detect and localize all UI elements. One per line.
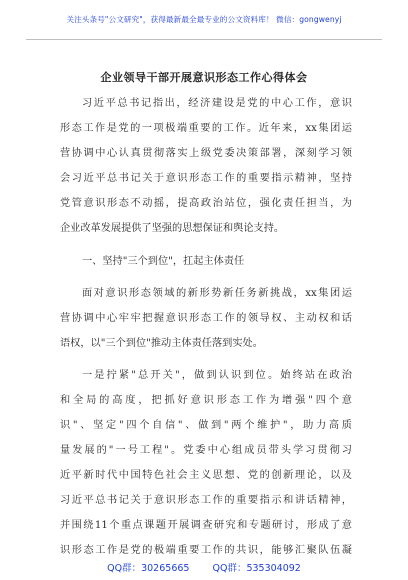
body-line: 识形态工作是党的极端重要工作的共识，能够汇聚队伍凝 xyxy=(60,545,352,556)
body-line: 会习近平总书记关于意识形态工作的重要指示精神，坚持 xyxy=(60,173,352,184)
body-line: 面对意识形态领域的新形势新任务新挑战，xx集团运 xyxy=(82,288,352,299)
document-title: 企业领导干部开展意识形态工作心得体会 xyxy=(100,71,308,84)
qq-group-1: QQ群：30265665 xyxy=(107,563,190,574)
page-footer xyxy=(0,560,408,574)
body-line: 习近平总书记关于意识形态工作的重要指示和讲话精神， xyxy=(60,495,352,506)
body-line: 近平新时代中国特色社会主义思想、党的创新理论，以及 xyxy=(60,470,352,481)
body-line: 党管意识形态不动摇，提高政治站位，强化责任担当，为 xyxy=(60,198,352,209)
body-line: 语权，以"三个到位"推动主体责任落到实处。 xyxy=(60,338,263,349)
section-heading: 一、坚持"三个到位"，扛起主体责任 xyxy=(82,256,245,267)
page-header: 关注头条号"公文研究"，获得最新最全最专业的公文资料库！ 微信：gongwenyj xyxy=(66,15,342,24)
body-line: 识"、坚定"四个自信"、做到"两个维护"，助力高质 xyxy=(60,420,352,431)
body-line: 并围绕11个重点课题开展调查研究和专题研讨，形成了意 xyxy=(60,520,352,531)
body-line: 和全局的高度，把抓好意识形态工作为增强"四个意 xyxy=(60,395,352,406)
body-line: 习近平总书记指出，经济建设是党的中心工作，意识 xyxy=(82,98,352,109)
body-line: 营协调中心认真贯彻落实上级党委决策部署，深刻学习领 xyxy=(60,148,352,159)
body-line: 一是拧紧"总开关"，做到认识到位。始终站在政治 xyxy=(82,370,352,381)
body-line: 量发展的"一号工程"。党委中心组成员带头学习贯彻习 xyxy=(60,445,352,456)
body-line: 企业改革发展提供了坚强的思想保证和舆论支持。 xyxy=(60,223,285,234)
qq-group-2: QQ群：535304092 xyxy=(212,563,301,574)
header-divider xyxy=(26,39,382,40)
body-line: 营协调中心牢牢把握意识形态工作的领导权、主动权和话 xyxy=(60,313,352,324)
body-line: 形态工作是党的一项极端重要的工作。近年来，xx集团运 xyxy=(60,123,352,134)
